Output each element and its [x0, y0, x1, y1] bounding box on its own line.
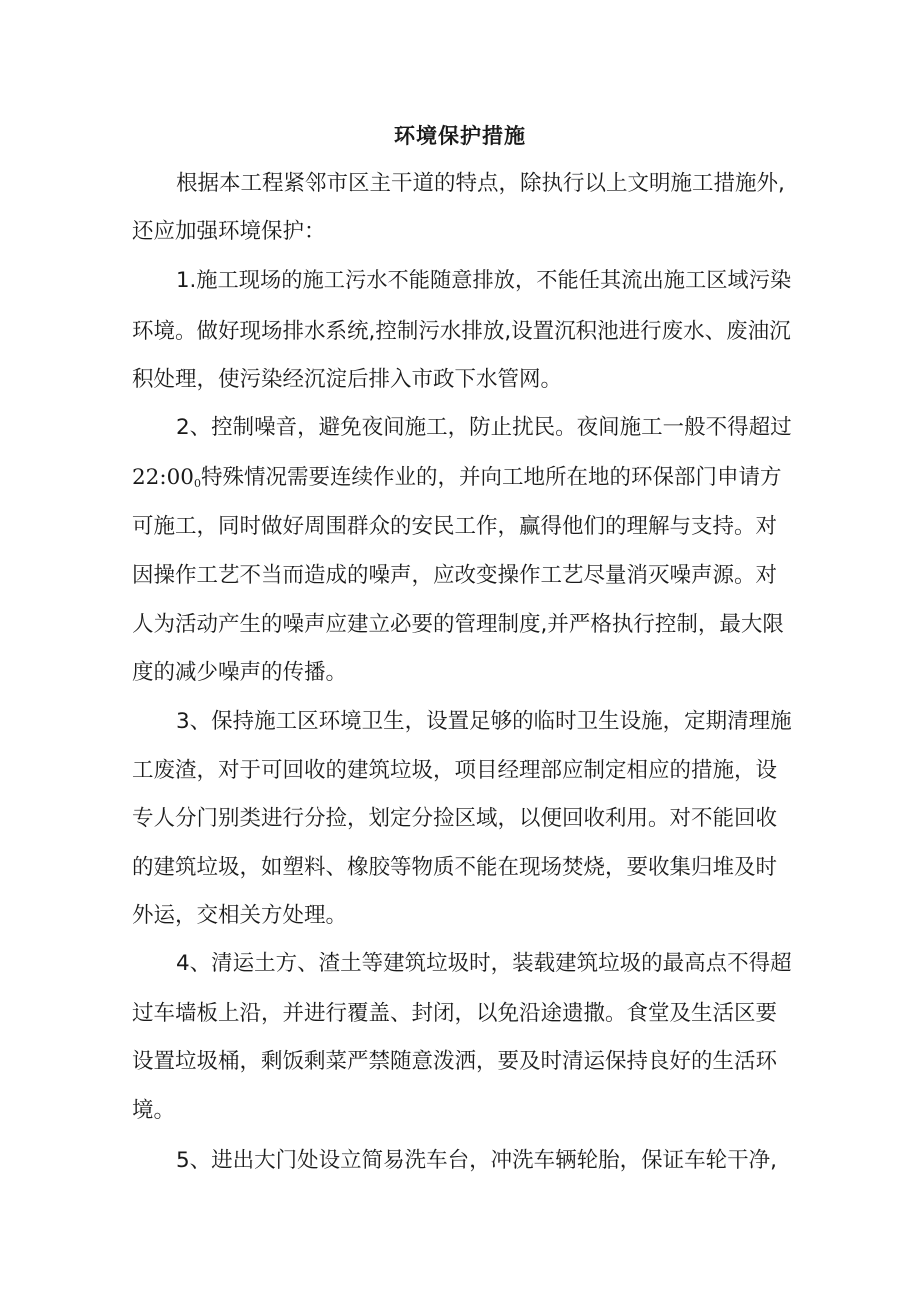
paragraph-line: 因操作工艺不当而造成的噪声，应改变操作工艺尽量消灭噪声源。对: [132, 563, 778, 588]
paragraph-line: 1.施工现场的施工污水不能随意排放，不能任其流出施工区域污染: [176, 268, 792, 293]
paragraph-line: 人为活动产生的噪声应建立必要的管理制度,并严格执行控制，最大限: [132, 612, 784, 637]
paragraph-line: 境。: [132, 1098, 176, 1123]
paragraph-line-with-time: [132, 458, 781, 504]
time-subscript: 0: [193, 477, 201, 490]
paragraph-line: 的建筑垃圾，如塑料、橡胶等物质不能在现场焚烧，要收集归堆及时: [132, 855, 778, 880]
paragraph-line: 度的减少噪声的传播。: [132, 660, 348, 685]
paragraph-line: 还应加强环境保护：: [132, 219, 326, 244]
paragraph-line: 4、清运土方、渣土等建筑垃圾时，装载建筑垃圾的最高点不得超: [176, 951, 792, 976]
time-value: 22:00: [132, 465, 194, 490]
paragraph-line: 专人分门别类进行分捡，划定分捡区域，以便回收利用。对不能回收: [132, 806, 778, 831]
paragraph-line: 过车墙板上沿，并进行覆盖、封闭，以免沿途遗撒。食堂及生活区要: [132, 1001, 778, 1026]
paragraph-line: 3、保持施工区环境卫生，设置足够的临时卫生设施，定期清理施: [176, 709, 792, 734]
paragraph-line: 积处理，使污染经沉淀后排入市政下水管网。: [132, 367, 563, 392]
paragraph-line: 可施工，同时做好周围群众的安民工作，赢得他们的理解与支持。对: [132, 514, 778, 539]
paragraph-line: 根据本工程紧邻市区主干道的特点，除执行以上文明施工措施外,: [176, 171, 785, 196]
paragraph-line: 外运，交相关方处理。: [132, 903, 348, 928]
paragraph-line: 环境。做好现场排水系统,控制污水排放,设置沉积池进行废水、废油沉: [132, 319, 791, 344]
paragraph-line-text: 特殊情况需要连续作业的，并向工地所在地的环保部门申请方: [200, 465, 782, 490]
page-title: 环境保护措施: [394, 124, 526, 148]
paragraph-line: 2、控制噪音，避免夜间施工，防止扰民。夜间施工一般不得超过: [176, 415, 792, 440]
paragraph-line: 5、进出大门处设立简易洗车台，冲洗车辆轮胎，保证车轮干净,: [176, 1148, 778, 1173]
paragraph-line: 设置垃圾桶，剩饭剩菜严禁随意泼洒，要及时清运保持良好的生活环: [132, 1049, 778, 1074]
paragraph-line: 工废渣，对于可回收的建筑垃圾，项目经理部应制定相应的措施，设: [132, 758, 778, 783]
